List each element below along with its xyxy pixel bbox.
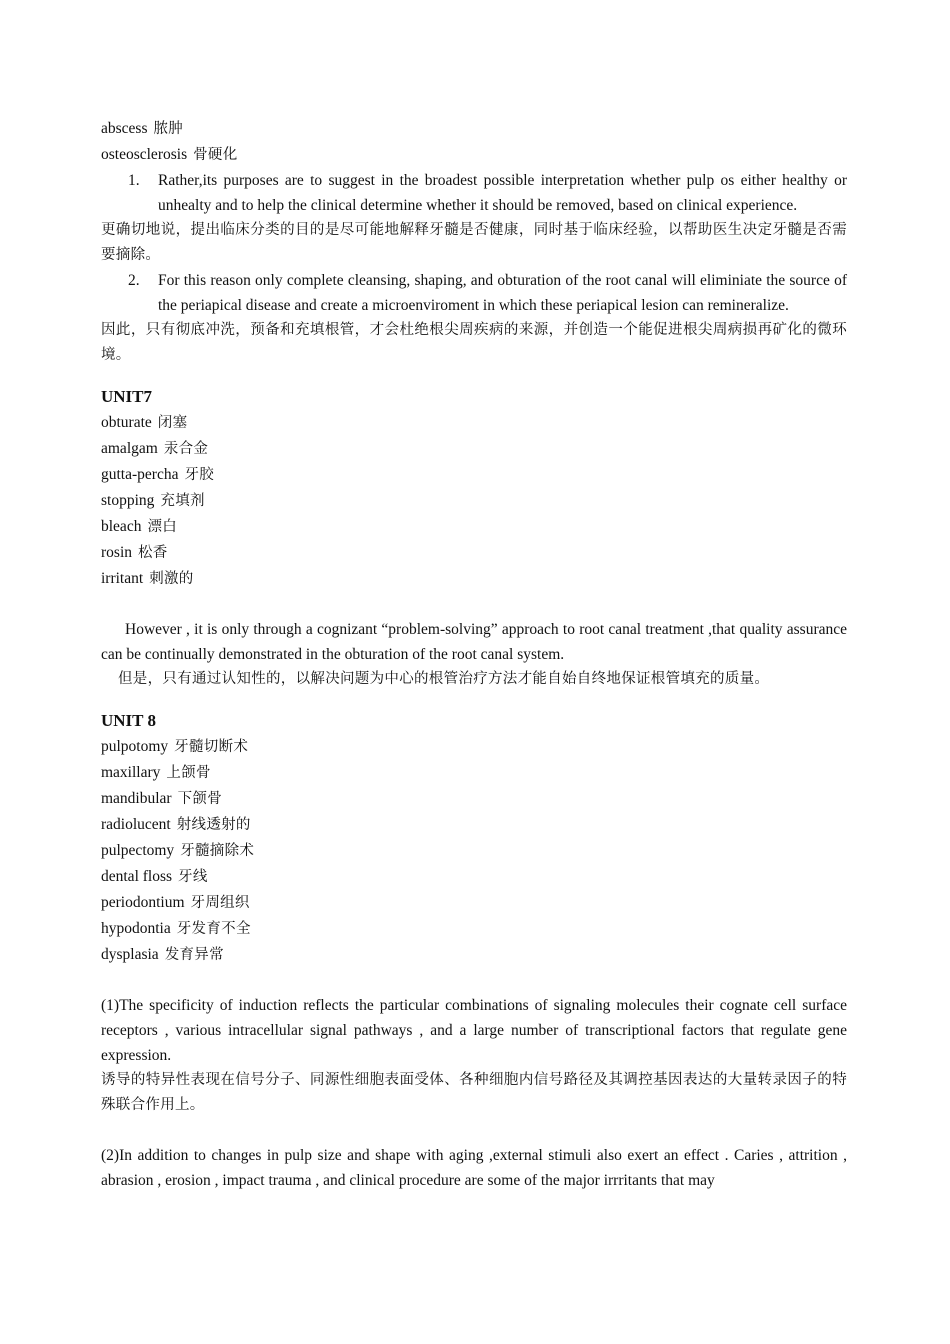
vocab-entry bbox=[101, 890, 847, 916]
vocab-translation: 刺激的 bbox=[149, 571, 194, 587]
vocab-translation: 牙胶 bbox=[184, 467, 215, 483]
unit8-vocab-list bbox=[101, 734, 847, 968]
vocab-translation: 上颌骨 bbox=[166, 765, 211, 781]
vocab-term: abscess bbox=[101, 120, 148, 137]
vocab-translation: 汞合金 bbox=[163, 441, 209, 457]
vocab-term: amalgam bbox=[101, 440, 158, 457]
unit8-heading: UNIT 8 bbox=[101, 711, 156, 730]
item-chinese-translation: 因此，只有彻底冲洗，预备和充填根管，才会杜绝根尖周疾病的来源，并创造一个能促进根尖周病损再矿化的微环境。 bbox=[101, 322, 847, 363]
numbered-item bbox=[101, 268, 847, 318]
vocab-entry bbox=[101, 488, 847, 514]
vocab-entry bbox=[101, 436, 847, 462]
vocab-translation: 下颌骨 bbox=[177, 791, 222, 807]
unit7-vocab-list bbox=[101, 410, 847, 592]
vocab-entry bbox=[101, 116, 847, 142]
vocab-term: stopping bbox=[101, 492, 155, 509]
vocab-entry bbox=[101, 760, 847, 786]
unit7-paragraph-chinese: 但是，只有通过认知性的，以解决问题为中心的根管治疗方法才能自始自终地保证根管填充的质量。 bbox=[118, 671, 770, 687]
vocab-entry bbox=[101, 786, 847, 812]
numbered-item bbox=[101, 168, 847, 218]
vocab-translation: 射线透射的 bbox=[176, 817, 251, 833]
vocab-translation: 漂白 bbox=[147, 519, 178, 535]
unit7-paragraph-english: However , it is only through a cognizant “problem-solving” approach to root canal treatment ,that quality assurance can be continually demonstrated in the obturation of the root canal system. bbox=[101, 621, 847, 663]
vocab-term: irritant bbox=[101, 570, 144, 587]
vocab-translation: 充填剂 bbox=[160, 493, 205, 509]
vocab-term: pulpotomy bbox=[101, 738, 169, 755]
vocab-translation: 牙髓切断术 bbox=[174, 739, 249, 755]
vocab-entry bbox=[101, 864, 847, 890]
vocab-term: dental floss bbox=[101, 868, 173, 885]
vocab-term: pulpectomy bbox=[101, 842, 175, 859]
item-english-text: For this reason only complete cleansing, shaping, and obturation of the root canal will eliminiate the source of the periapical disease and create a microenviroment in which these periapical lesion can remineralize. bbox=[158, 272, 847, 314]
unit8-paragraph2-english: (2)In addition to changes in pulp size and shape with aging ,external stimuli also exert an effect . Caries , attrition , abrasion , erosion , impact trauma , and clinical procedure are some of the major irrritants that may bbox=[101, 1147, 847, 1189]
vocab-entry bbox=[101, 566, 847, 592]
vocab-term: maxillary bbox=[101, 764, 161, 781]
vocab-translation: 发育异常 bbox=[164, 947, 224, 963]
spacer bbox=[101, 1118, 847, 1143]
vocab-term: obturate bbox=[101, 414, 152, 431]
unit8-paragraph1-chinese: 诱导的特异性表现在信号分子、同源性细胞表面受体、各种细胞内信号路径及其调控基因表达的大量转录因子的特殊联合作用上。 bbox=[101, 1072, 847, 1113]
vocab-translation: 松香 bbox=[138, 545, 168, 561]
unit8-paragraph1-english: (1)The specificity of induction reflects the particular combinations of signaling molecules their cognate cell surface receptors , various intracellular signal pathways , and a large number of transcriptional factors that regulate gene expression. bbox=[101, 997, 847, 1064]
vocab-entry bbox=[101, 462, 847, 488]
vocab-term: hypodontia bbox=[101, 920, 171, 937]
vocab-entry bbox=[101, 514, 847, 540]
vocab-translation: 脓肿 bbox=[153, 121, 184, 137]
vocab-translation: 牙线 bbox=[178, 869, 208, 885]
vocab-term: mandibular bbox=[101, 790, 172, 807]
vocab-entry bbox=[101, 540, 847, 566]
vocab-term: periodontium bbox=[101, 894, 185, 911]
item-english-text: Rather,its purposes are to suggest in the broadest possible interpretation whether pulp os either healthy or unhealty and to help the clinical determine whether it should be removed, based on clinical experience. bbox=[158, 172, 847, 214]
vocab-entry bbox=[101, 916, 847, 942]
vocab-entry bbox=[101, 942, 847, 968]
vocab-term: bleach bbox=[101, 518, 142, 535]
vocab-entry bbox=[101, 142, 847, 168]
vocab-term: rosin bbox=[101, 544, 132, 561]
vocab-term: radiolucent bbox=[101, 816, 171, 833]
item-number: 2. bbox=[128, 272, 140, 289]
vocab-translation: 闭塞 bbox=[157, 415, 188, 431]
spacer bbox=[101, 968, 847, 993]
item-chinese-translation: 更确切地说，提出临床分类的目的是尽可能地解释牙髓是否健康，同时基于临床经验，以帮助医生决定牙髓是否需要摘除。 bbox=[101, 222, 847, 263]
vocab-term: dysplasia bbox=[101, 946, 159, 963]
unit7-heading: UNIT7 bbox=[101, 387, 153, 406]
vocab-translation: 牙髓摘除术 bbox=[180, 843, 255, 859]
vocab-translation: 牙周组织 bbox=[190, 895, 250, 911]
vocab-entry bbox=[101, 812, 847, 838]
vocab-term: osteosclerosis bbox=[101, 146, 188, 163]
item-number: 1. bbox=[128, 172, 140, 189]
vocab-entry bbox=[101, 838, 847, 864]
vocab-translation: 骨硬化 bbox=[193, 147, 238, 163]
spacer bbox=[101, 592, 847, 617]
document-page bbox=[101, 116, 847, 1193]
vocab-entry bbox=[101, 410, 847, 436]
vocab-term: gutta-percha bbox=[101, 466, 179, 483]
vocab-entry bbox=[101, 734, 847, 760]
vocab-translation: 牙发育不全 bbox=[176, 921, 251, 937]
